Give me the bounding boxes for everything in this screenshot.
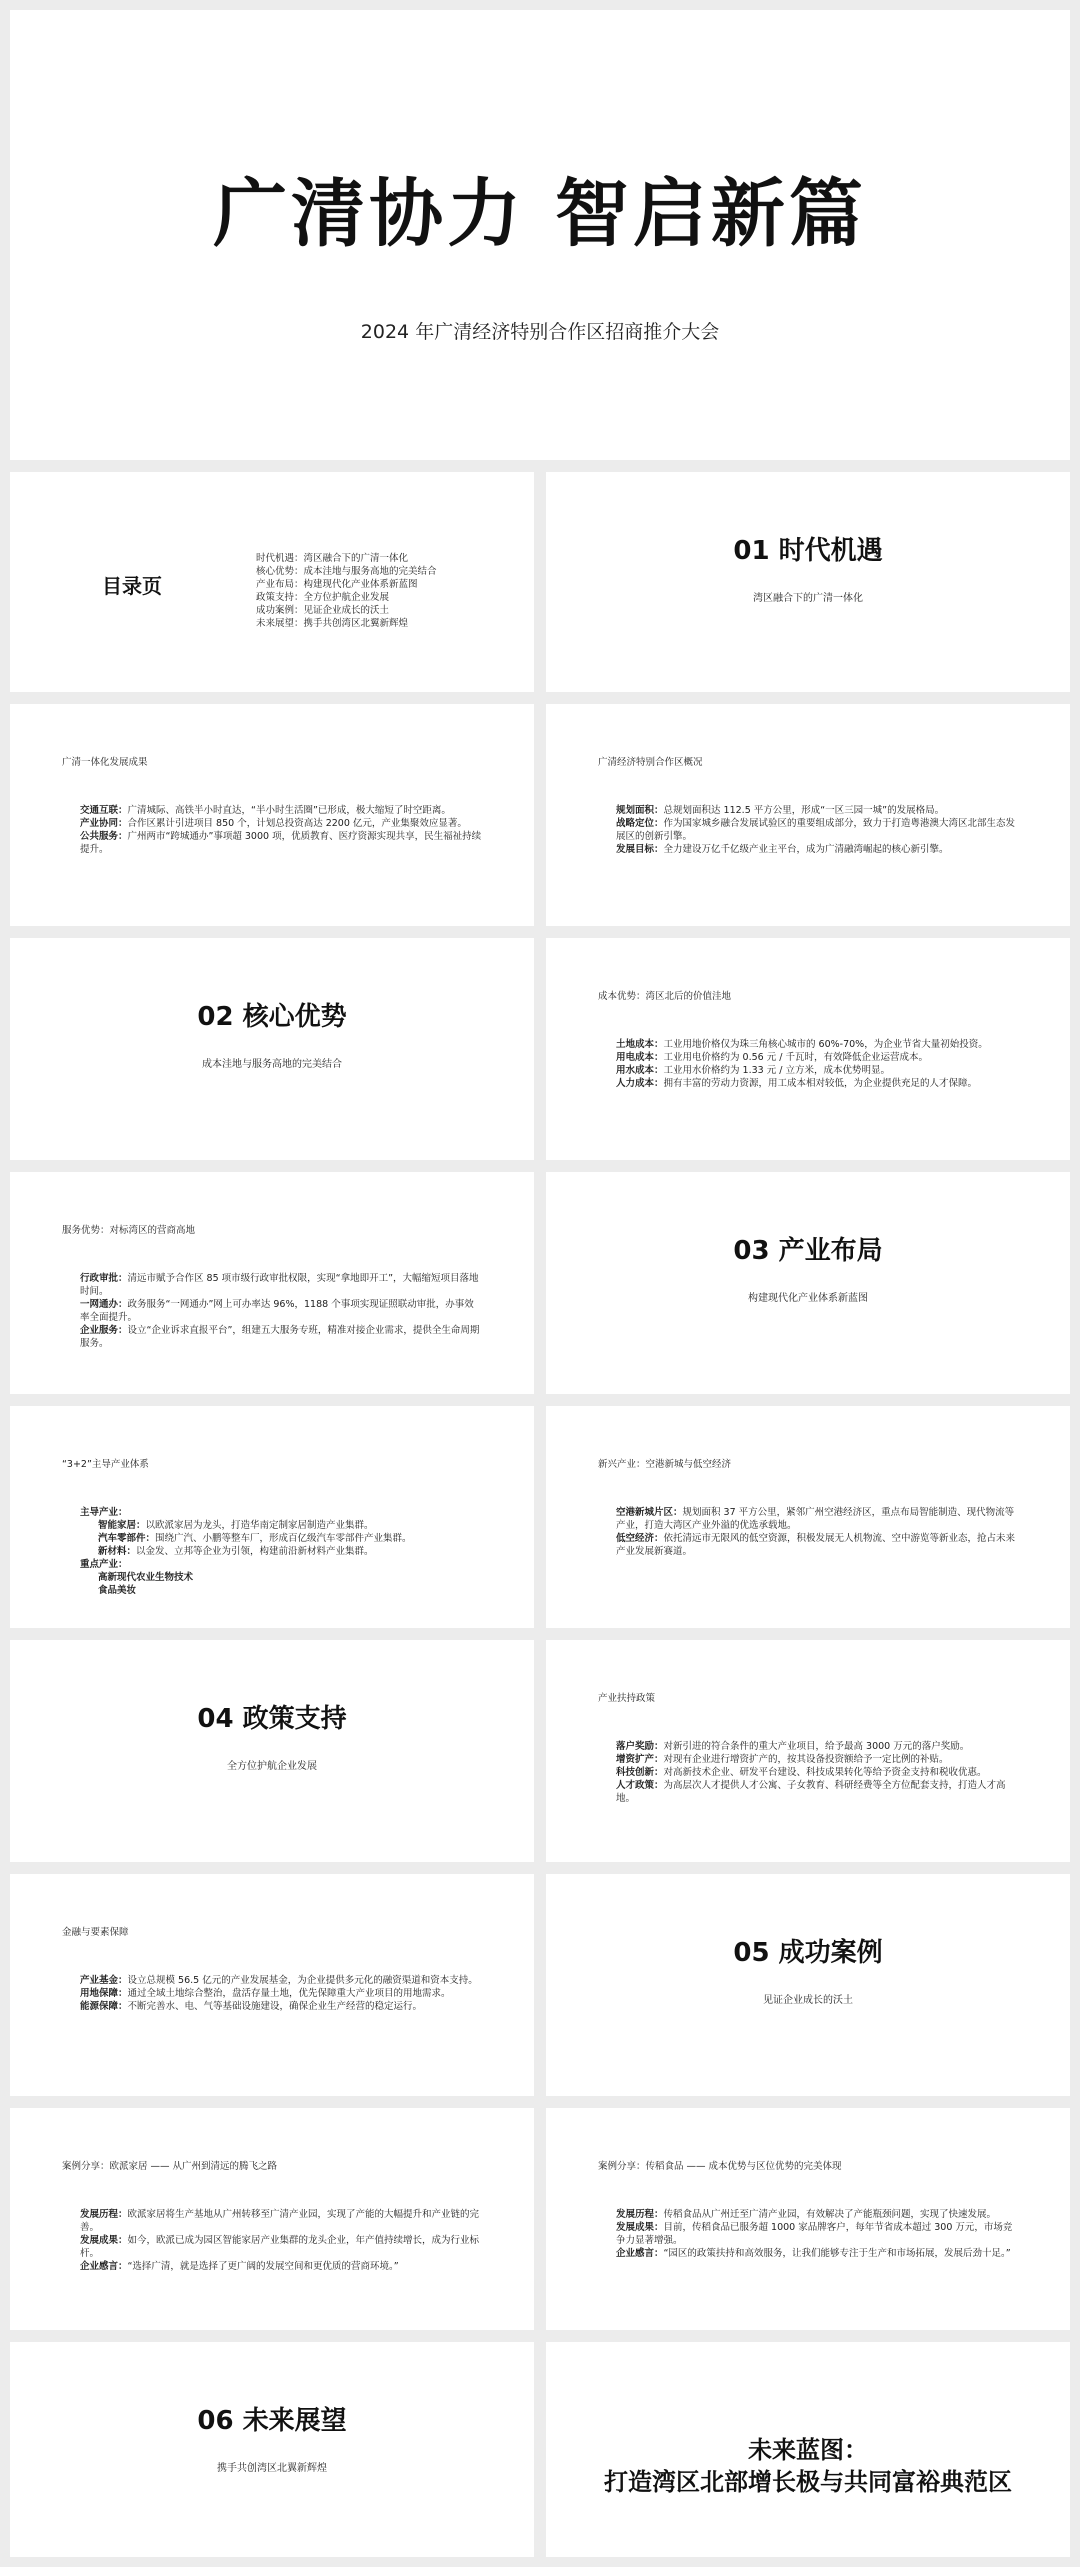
bullet-text: 以欧派家居为龙头，打造华南定制家居制造产业集群。 [145, 1520, 374, 1531]
bullet-label: 交通互联： [80, 805, 128, 816]
slide-title: 案例分享：传稻食品 —— 成本优势与区位优势的完美体现 [598, 2161, 842, 2172]
bullet-item [616, 843, 1018, 856]
bullet-label: 土地成本： [616, 1039, 664, 1050]
bullet-label: 行政审批： [80, 1273, 128, 1284]
slide-body [616, 2208, 1018, 2260]
content-slide-support-policy [546, 1640, 1070, 1862]
bullet-label: 重点产业： [80, 1559, 128, 1570]
toc-item: 成功案例：见证企业成长的沃土 [256, 605, 390, 616]
blueprint-line-1: 未来蓝图： [748, 2436, 868, 2464]
slide-title: “3+2”主导产业体系 [62, 1459, 149, 1470]
bullet-text: 政务服务“一网通办”网上可办率达 96%，1188 个事项实现证照联动审批，办事效率全面提升。 [80, 1299, 474, 1323]
bullet-label: 能源保障： [80, 2001, 128, 2012]
slide-title: 案例分享：欧派家居 —— 从广州到清远的腾飞之路 [62, 2161, 278, 2172]
bullet-label: 用地保障： [80, 1988, 128, 1999]
section-subtitle: 全方位护航企业发展 [227, 1761, 317, 1772]
slide-body [80, 804, 482, 856]
bullet-label: 智能家居： [98, 1520, 146, 1531]
bullet-item [616, 1051, 1018, 1064]
bullet-text: 依托清远市无限风的低空资源，积极发展无人机物流、空中游览等新业态，抢占未来产业发展新赛道。 [616, 1533, 1016, 1557]
cover-title: 广清协力 智启新篇 [213, 171, 867, 257]
content-slide-cost [546, 938, 1070, 1160]
toc-item: 政策支持：全方位护航企业发展 [256, 592, 390, 603]
section-slide-03 [546, 1172, 1070, 1394]
bullet-item [80, 1532, 482, 1545]
bullet-item [616, 1753, 1018, 1766]
bullet-text: 通过全域土地综合整治，盘活存量土地，优先保障重大产业项目的用地需求。 [127, 1988, 451, 1999]
bullet-label: 新材料： [98, 1546, 137, 1557]
blueprint-line-2: 打造湾区北部增长极与共同富裕典范区 [604, 2468, 1012, 2496]
bullet-label: 企业感言： [80, 2261, 128, 2272]
bullet-label: 发展成果： [80, 2235, 128, 2246]
bullet-text: 规划面积 37 平方公里，紧邻广州空港经济区，重点布局智能制造、现代物流等产业，打造大湾区产业外溢的优选承载地。 [616, 1507, 1015, 1531]
content-slide-case-food [546, 2108, 1070, 2330]
bullet-label: 发展目标： [616, 844, 664, 855]
bullet-item [80, 1519, 482, 1532]
bullet-text: 对现有企业进行增资扩产的，按其设备投资额给予一定比例的补贴。 [663, 1754, 949, 1765]
bullet-item [80, 1298, 482, 1324]
slide-title: 服务优势：对标湾区的营商高地 [62, 1225, 196, 1236]
section-title: 06 未来展望 [197, 2406, 347, 2436]
bullet-item [80, 1571, 482, 1584]
bullet-text: 对高新技术企业、研发平台建设、科技成果转化等给予资金支持和税收优惠。 [663, 1767, 987, 1778]
content-slide-service [10, 1172, 534, 1394]
content-slide-finance [10, 1874, 534, 2096]
slide-body [80, 2208, 482, 2273]
bullet-text: 为高层次人才提供人才公寓、子女教育、科研经费等全方位配套支持，打造人才高地。 [616, 1780, 1006, 1804]
bullet-item [80, 1545, 482, 1558]
bullet-label: 汽车零部件： [98, 1533, 156, 1544]
bullet-label: 空港新城片区： [616, 1507, 683, 1518]
bullet-text: 全力建设万亿千亿级产业主平台，成为广清融湾崛起的核心新引擎。 [663, 844, 949, 855]
slide-body [616, 1506, 1018, 1558]
slide-body [80, 1272, 482, 1350]
bullet-item [616, 1064, 1018, 1077]
bullet-text: 围绕广汽、小鹏等整车厂，形成百亿级汽车零部件产业集群。 [155, 1533, 412, 1544]
section-slide-05 [546, 1874, 1070, 2096]
bullet-item [80, 2234, 482, 2260]
content-slide-emerging [546, 1406, 1070, 1628]
bullet-item [80, 2260, 482, 2273]
section-subtitle: 成本洼地与服务高地的完美结合 [202, 1059, 342, 1070]
bullet-label: 产业协同： [80, 818, 128, 829]
bullet-label: 发展成果： [616, 2222, 664, 2233]
bullet-text: 拥有丰富的劳动力资源，用工成本相对较低，为企业提供充足的人才保障。 [663, 1078, 978, 1089]
bullet-item [80, 1272, 482, 1298]
bullet-item [80, 1506, 482, 1519]
bullet-item [616, 1740, 1018, 1753]
bullet-label: 产业基金： [80, 1975, 128, 1986]
cover-subtitle: 2024 年广清经济特别合作区招商推介大会 [360, 321, 720, 343]
slide-body [80, 1974, 482, 2013]
bullet-label: 用电成本： [616, 1052, 664, 1063]
bullet-text: 欧派家居将生产基地从广州转移至广清产业园，实现了产能的大幅提升和产业链的完善。 [80, 2209, 480, 2233]
bullet-item [80, 804, 482, 817]
bullet-label: 高新现代农业生物技术 [98, 1572, 194, 1583]
bullet-item [616, 804, 1018, 817]
bullet-label: 战略定位： [616, 818, 664, 829]
slide-body [616, 1038, 1018, 1090]
bullet-item [80, 2000, 482, 2013]
bullet-label: 发展历程： [616, 2209, 664, 2220]
section-title: 01 时代机遇 [733, 536, 883, 566]
section-title: 04 政策支持 [197, 1704, 347, 1734]
bullet-label: 增资扩产： [616, 1754, 664, 1765]
toc-title: 目录页 [102, 574, 162, 598]
bullet-text: 不断完善水、电、气等基础设施建设，确保企业生产经营的稳定运行。 [127, 2001, 423, 2012]
bullet-item [616, 1779, 1018, 1805]
toc-slide [10, 472, 534, 692]
section-subtitle: 湾区融合下的广清一体化 [753, 593, 863, 604]
bullet-item [80, 1584, 482, 1597]
toc-item: 核心优势：成本洼地与服务高地的完美结合 [256, 566, 437, 577]
bullet-label: 企业感言： [616, 2248, 664, 2259]
bullet-label: 公共服务： [80, 831, 128, 842]
content-slide-zone-overview [546, 704, 1070, 926]
toc-item: 未来展望：携手共创湾区北翼新辉煌 [256, 618, 409, 629]
section-title: 02 核心优势 [197, 1002, 347, 1032]
toc-list [256, 552, 437, 630]
bullet-item [616, 817, 1018, 843]
slide-title: 金融与要素保障 [62, 1927, 129, 1938]
bullet-text: 以金发、立邦等企业为引领，构建前沿新材料产业集群。 [136, 1546, 374, 1557]
bullet-text: 广州两市“跨城通办”事项超 3000 项，优质教育、医疗资源实现共享，民生福祉持续提升。 [80, 831, 482, 855]
bullet-text: 对新引进的符合条件的重大产业项目，给予最高 3000 万元的落户奖励。 [663, 1741, 970, 1752]
bullet-item [616, 2221, 1018, 2247]
bullet-item [80, 830, 482, 856]
bullet-label: 人才政策： [616, 1780, 664, 1791]
section-slide-06 [10, 2342, 534, 2557]
section-title: 03 产业布局 [733, 1236, 883, 1266]
bullet-item [616, 1766, 1018, 1779]
bullet-label: 食品美妆 [98, 1585, 137, 1596]
bullet-label: 发展历程： [80, 2209, 128, 2220]
content-slide-industry-system [10, 1406, 534, 1628]
section-slide-01 [546, 472, 1070, 692]
bullet-text: 合作区累计引进项目 850 个，计划总投资高达 2200 亿元，产业集聚效应显著。 [127, 818, 467, 829]
bullet-item [80, 817, 482, 830]
bullet-text: 目前，传稻食品已服务超 1000 家品牌客户，每年节省成本超过 300 万元，市场竞争力显著增强。 [616, 2222, 1013, 2246]
cover-slide [10, 10, 1070, 460]
toc-item: 产业布局：构建现代化产业体系新蓝图 [256, 579, 418, 590]
section-subtitle: 携手共创湾区北翼新辉煌 [217, 2463, 327, 2474]
section-slide-04 [10, 1640, 534, 1862]
section-title: 05 成功案例 [733, 1938, 883, 1968]
slide-title: 广清一体化发展成果 [62, 757, 148, 768]
bullet-label: 低空经济： [616, 1533, 664, 1544]
bullet-item [80, 1974, 482, 1987]
bullet-text: 广清城际、高铁半小时直达，“半小时生活圈”已形成，极大缩短了时空距离。 [127, 805, 451, 816]
toc-item: 时代机遇：湾区融合下的广清一体化 [256, 553, 409, 564]
bullet-item [616, 2208, 1018, 2221]
slide-title: 广清经济特别合作区概况 [598, 757, 703, 768]
bullet-item [616, 2247, 1018, 2260]
bullet-text: “选择广清，就是选择了更广阔的发展空间和更优质的营商环境。” [127, 2261, 399, 2272]
section-slide-02 [10, 938, 534, 1160]
bullet-item [616, 1506, 1018, 1532]
blueprint-slide [546, 2342, 1070, 2557]
bullet-item [616, 1532, 1018, 1558]
bullet-item [80, 2208, 482, 2234]
bullet-label: 规划面积： [616, 805, 664, 816]
bullet-label: 落户奖励： [616, 1741, 664, 1752]
bullet-text: 作为国家城乡融合发展试验区的重要组成部分，致力于打造粤港澳大湾区北部生态发展区的创新引擎。 [616, 818, 1016, 842]
bullet-item [616, 1077, 1018, 1090]
bullet-item [616, 1038, 1018, 1051]
bullet-text: 传稻食品从广州迁至广清产业园，有效解决了产能瓶颈问题，实现了快速发展。 [663, 2209, 997, 2220]
section-subtitle: 构建现代化产业体系新蓝图 [748, 1293, 868, 1304]
bullet-label: 主导产业： [80, 1507, 128, 1518]
slide-body [616, 804, 1018, 856]
bullet-text: “园区的政策扶持和高效服务，让我们能够专注于生产和市场拓展，发展后劲十足。” [663, 2248, 1011, 2259]
bullet-text: 如今，欧派已成为园区智能家居产业集群的龙头企业，年产值持续增长，成为行业标杆。 [80, 2235, 480, 2259]
bullet-item [80, 1324, 482, 1350]
bullet-label: 企业服务： [80, 1325, 128, 1336]
bullet-text: 设立总规模 56.5 亿元的产业发展基金，为企业提供多元化的融资渠道和资本支持。 [127, 1975, 478, 1986]
slide-body [616, 1740, 1018, 1805]
bullet-text: 设立“企业诉求直报平台”，组建五大服务专班，精准对接企业需求，提供全生命周期服务。 [80, 1325, 480, 1349]
slide-title: 成本优势：湾区北后的价值洼地 [598, 991, 732, 1002]
bullet-label: 一网通办： [80, 1299, 128, 1310]
bullet-text: 工业用电价格约为 0.56 元 / 千瓦时，有效降低企业运营成本。 [663, 1052, 928, 1063]
slide-title: 产业扶持政策 [598, 1693, 656, 1704]
bullet-label: 人力成本： [616, 1078, 664, 1089]
slide-body [80, 1506, 482, 1597]
bullet-label: 用水成本： [616, 1065, 664, 1076]
bullet-item [80, 1558, 482, 1571]
content-slide-case-oppein [10, 2108, 534, 2330]
content-slide-integration [10, 704, 534, 926]
bullet-item [80, 1987, 482, 2000]
bullet-text: 工业用水价格约为 1.33 元 / 立方米，成本优势明显。 [663, 1065, 890, 1076]
slide-title: 新兴产业：空港新城与低空经济 [598, 1459, 732, 1470]
bullet-text: 工业用地价格仅为珠三角核心城市的 60%-70%，为企业节省大量初始投资。 [663, 1039, 988, 1050]
section-subtitle: 见证企业成长的沃土 [763, 1995, 853, 2006]
bullet-text: 总规划面积达 112.5 平方公里，形成“一区三园一城”的发展格局。 [663, 805, 945, 816]
bullet-text: 清远市赋予合作区 85 项市级行政审批权限，实现“拿地即开工”，大幅缩短项目落地时间。 [80, 1273, 479, 1297]
bullet-label: 科技创新： [616, 1767, 664, 1778]
